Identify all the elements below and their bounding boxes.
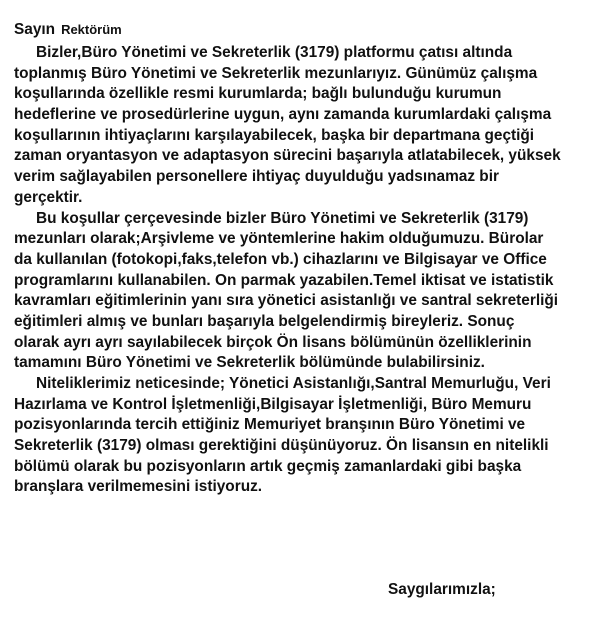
paragraph-3-line-2: Hazırlama ve Kontrol İşletmenliği,Bilgisayar İşletmenliği, Büro Memuru bbox=[14, 395, 532, 413]
paragraph-1-line-1: Bizler,Büro Yönetimi ve Sekreterlik (3179) platformu çatısı altında bbox=[36, 44, 513, 61]
paragraph-1-line-3: koşullarında özellikle resmi kurumlarda; bağlı bulunduğu kurumun bbox=[14, 85, 502, 103]
paragraph-2-line-4: programlarını kullanabilen. On parmak yazabilen.Temel iktisat ve istatistik bbox=[14, 271, 554, 289]
paragraph-1-line-8: gerçektir. bbox=[14, 188, 83, 206]
paragraph-3-line-5: bölümü olarak bu pozisyonların artık geçmiş zamanlardaki gibi başka bbox=[14, 457, 522, 475]
letter-body bbox=[14, 43, 594, 498]
salutation-word-2: Rektörüm bbox=[61, 22, 122, 37]
paragraph-1-line-2: toplanmış Büro Yönetimi ve Sekreterlik mezunlarıyız. Günümüz çalışma bbox=[14, 64, 538, 82]
paragraph-3-line-6: branşlara verilmemesini istiyoruz. bbox=[14, 478, 263, 496]
paragraph-2-line-2: mezunları olarak;Arşivleme ve yöntemlerine hakim olduğumuzu. Bürolar bbox=[14, 230, 544, 248]
paragraph-1-line-6: zaman oryantasyon ve adaptasyon sürecini başarıyla atlatabilecek, yüksek bbox=[14, 147, 561, 165]
paragraph-3-line-4: Sekreterlik (3179) olması gerektiğini düşünüyoruz. Ön lisansın en nitelikli bbox=[14, 437, 549, 455]
salutation bbox=[14, 20, 122, 41]
paragraph-2-line-3: da kullanılan (fotokopi,faks,telefon vb.) cihazlarını ve Bilgisayar ve Office bbox=[14, 250, 547, 268]
paragraph-1-line-4: hedeflerine ve prosedürlerine uygun, aynı zamanda kurumlardaki çalışma bbox=[14, 106, 552, 124]
paragraph-1-line-5: koşullarının ihtiyaçlarını karşılayabilecek, başka bir departmana geçtiği bbox=[14, 126, 535, 144]
paragraph-2-line-5: kavramları eğitimlerinin yanı sıra yönetici asistanlığı ve santral sekreterliği bbox=[14, 292, 559, 310]
paragraph-1-line-7: verim sağlayabilen personellere ihtiyaç duyulduğu yadsınamaz bir bbox=[14, 168, 499, 186]
salutation-word-1: Sayın bbox=[14, 21, 56, 38]
paragraph-3-line-3: pozisyonlarında tercih ettiğiniz Memuriyet branşının Büro Yönetimi ve bbox=[14, 416, 526, 434]
paragraph-2-line-8: tamamını Büro Yönetimi ve Sekreterlik bölümünde bulabilirsiniz. bbox=[14, 354, 485, 372]
paragraph-3-line-1: Niteliklerimiz neticesinde; Yönetici Asistanlığı,Santral Memurluğu, Veri bbox=[36, 375, 551, 392]
paragraph-2-line-6: eğitimleri almış ve bunları başarıyla belgelendirmiş bireyleriz. Sonuç bbox=[14, 312, 515, 330]
closing-signoff: Saygılarımızla; bbox=[388, 581, 496, 598]
paragraph-2-line-1: Bu koşullar çerçevesinde bizler Büro Yönetimi ve Sekreterlik (3179) bbox=[36, 209, 529, 227]
paragraph-2-line-7: olarak ayrı ayrı sayılabilecek birçok Ön lisans bölümünün özelliklerinin bbox=[14, 333, 532, 351]
